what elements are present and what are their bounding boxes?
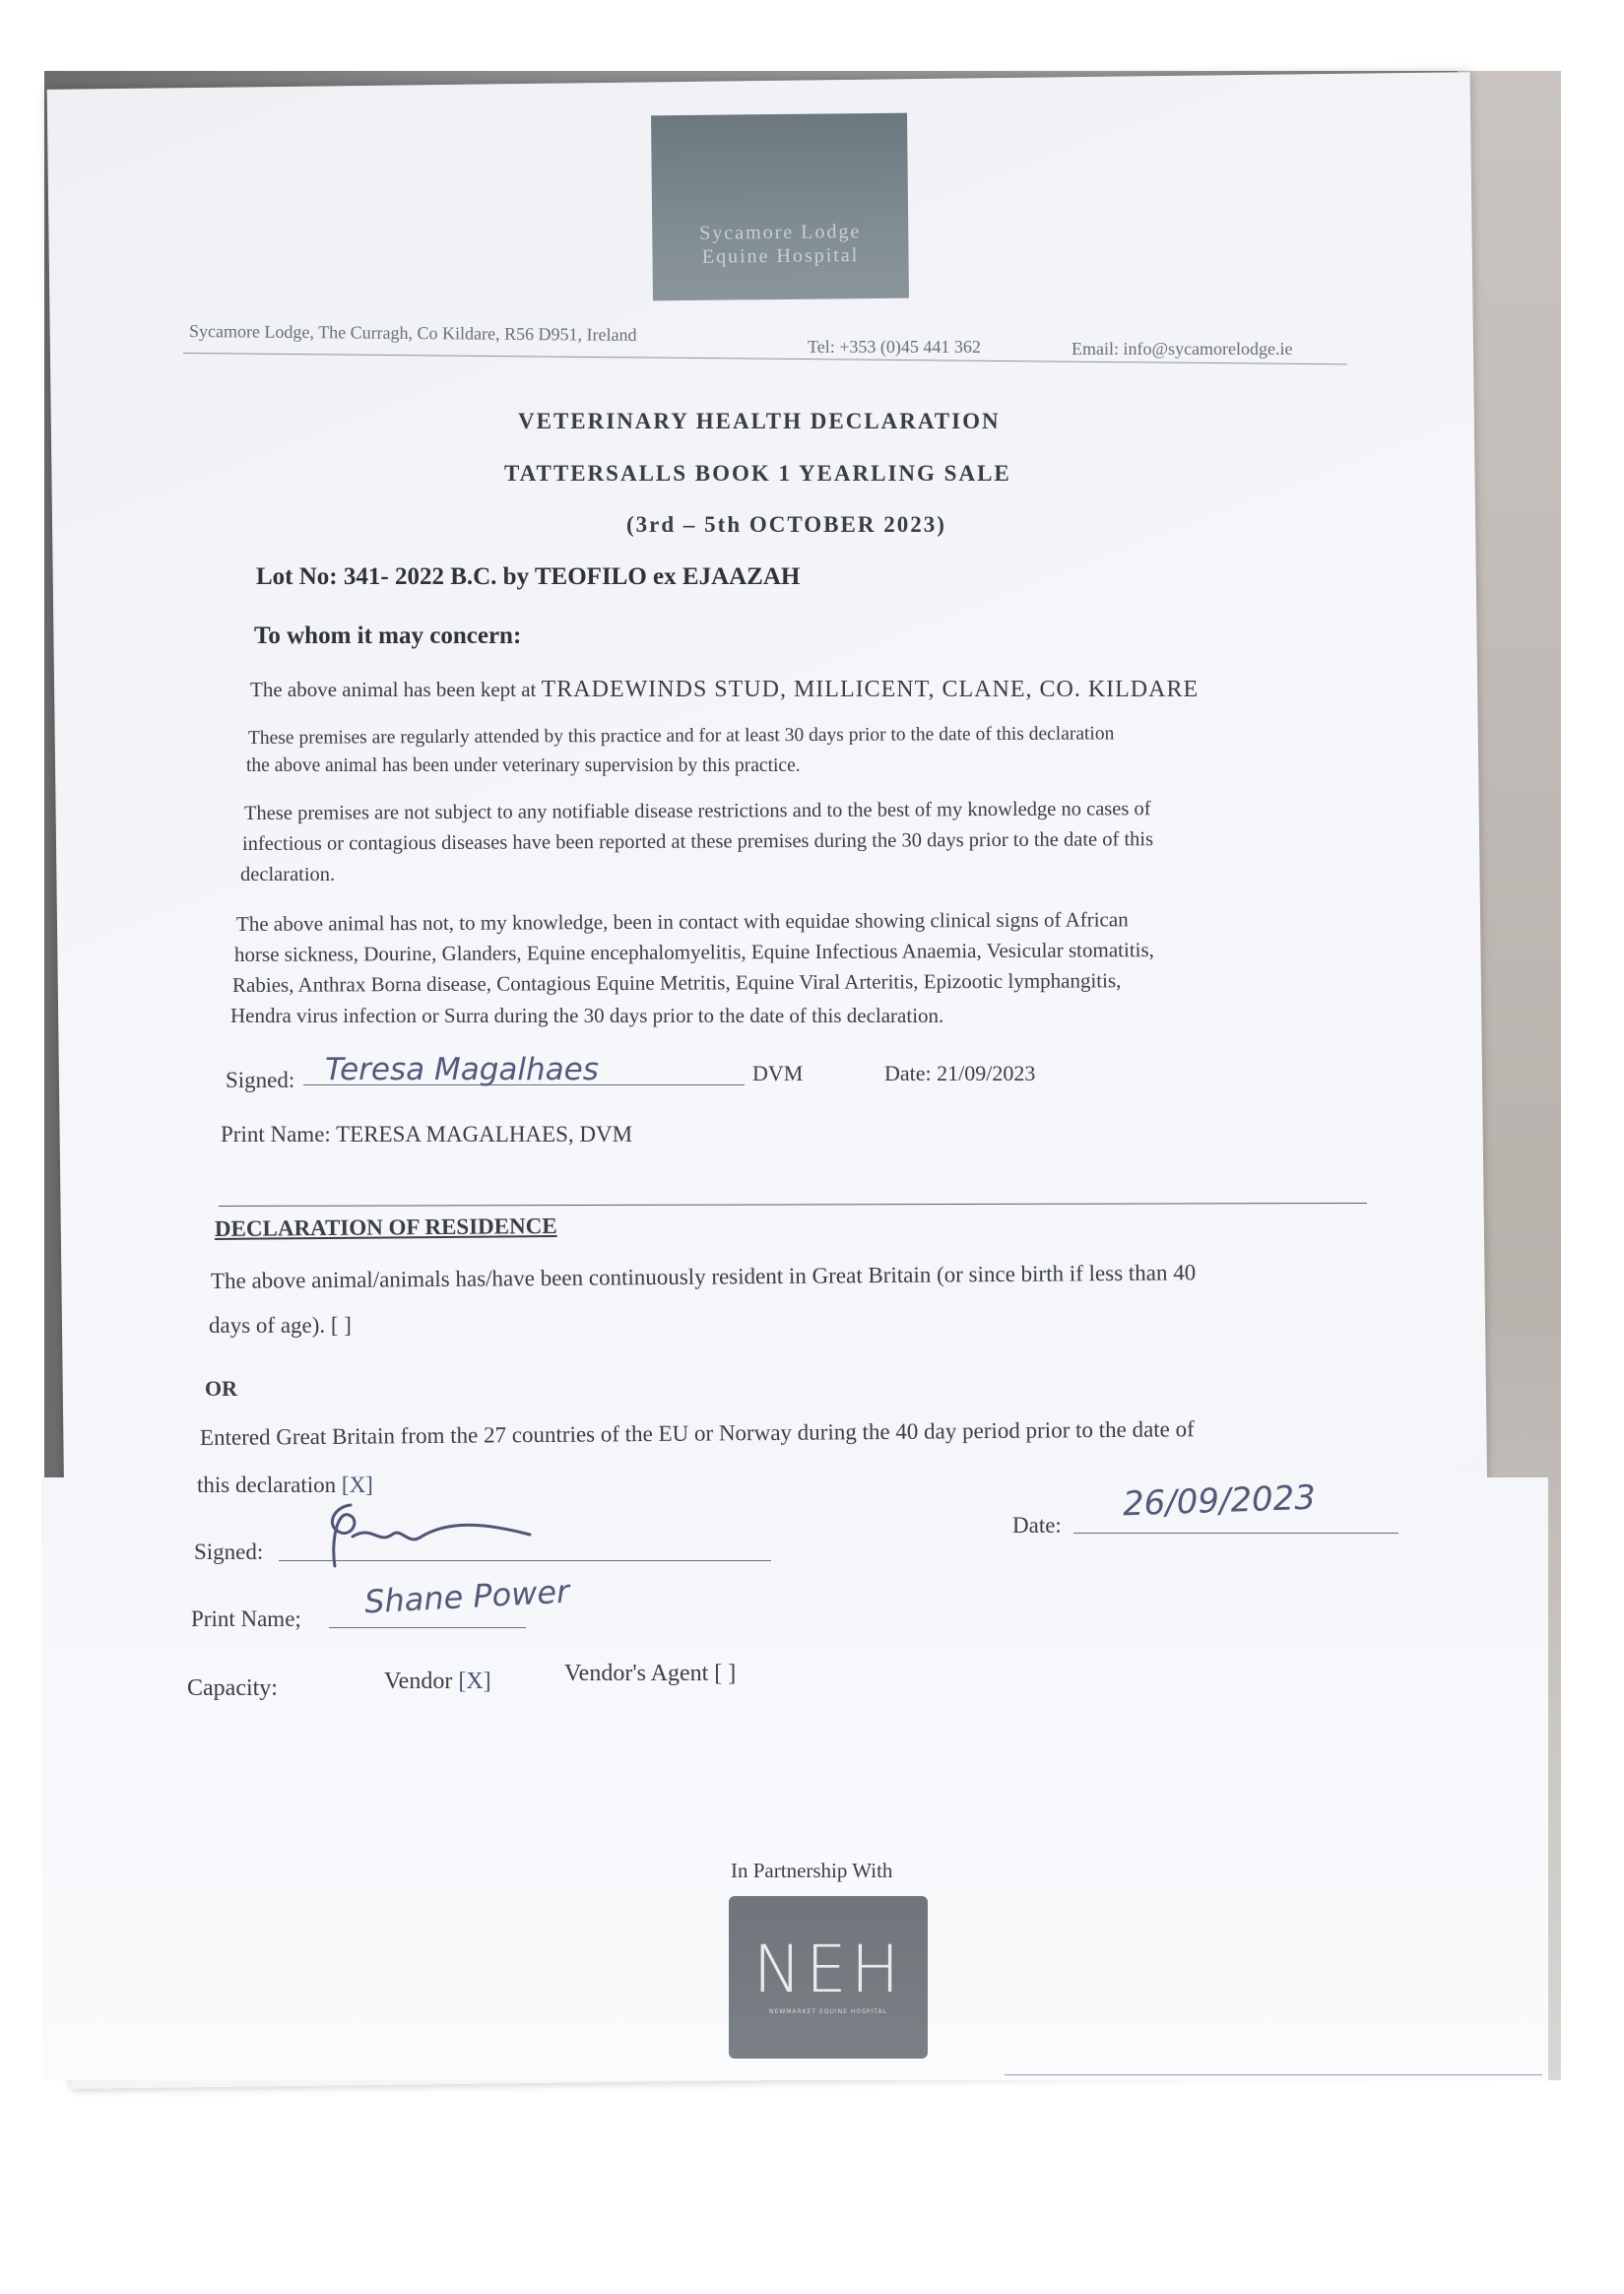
document-title: VETERINARY HEALTH DECLARATION — [518, 409, 1001, 433]
salutation: To whom it may concern: — [254, 623, 522, 649]
residence-or: OR — [205, 1376, 237, 1401]
para1-line1: These premises are regularly attended by this practice and for at least 30 days prior to the date of this declaration — [247, 723, 1115, 749]
lot-number: Lot No: 341- 2022 B.C. by TEOFILO ex EJAAZAH — [256, 563, 801, 590]
para3-line4: Hendra virus infection or Surra during the 30 days prior to the date of this declaration. — [230, 1004, 944, 1027]
para3-line3: Rabies, Anthrax Borna disease, Contagious Equine Metritis, Equine Viral Arteritis, Epizootic lymphangitis, — [231, 968, 1122, 997]
residence-heading: DECLARATION OF RESIDENCE — [214, 1213, 557, 1241]
kept-at-place: TRADEWINDS STUD, MILLICENT, CLANE, CO. KILDARE — [541, 677, 1200, 702]
vendor-checkbox: [X] — [458, 1669, 491, 1694]
partnership-caption: In Partnership With — [731, 1859, 893, 1882]
document-subtitle: TATTERSALLS BOOK 1 YEARLING SALE — [504, 461, 1011, 486]
kept-at-prefix: The above animal has been kept at — [250, 678, 537, 701]
vet-print-name: Print Name: TERESA MAGALHAES, DVM — [221, 1122, 633, 1147]
para3-line2: horse sickness, Dourine, Glanders, Equine encephalomyelitis, Equine Infectious Anaemia, Vesicular stomatitis, — [233, 938, 1154, 966]
residence-print-name-value: Shane Power — [363, 1572, 571, 1621]
para3-line1: The above animal has not, to my knowledge, been in contact with equidae showing clinical signs of African — [235, 907, 1129, 936]
vet-dvm: DVM — [752, 1061, 804, 1085]
residence-signed-label: Signed: — [194, 1540, 264, 1564]
letterhead-phone: Tel: +353 (0)45 441 362 — [808, 337, 981, 357]
residence-print-name-label: Print Name; — [191, 1606, 301, 1631]
vet-date: Date: 21/09/2023 — [884, 1061, 1036, 1085]
sale-dates: (3rd – 5th OCTOBER 2023) — [626, 512, 946, 537]
residence-print-name-line — [329, 1627, 526, 1628]
letterhead-address: Sycamore Lodge, The Curragh, Co Kildare, R56 D951, Ireland — [188, 321, 637, 345]
option2-text: this declaration — [197, 1473, 337, 1497]
kept-at-line — [250, 677, 1199, 703]
neh-logo-subtext: NEWMARKET EQUINE HOSPITAL — [769, 2008, 887, 2015]
vendor-label: Vendor — [384, 1669, 453, 1694]
para1-line2: the above animal has been under veterinary supervision by this practice. — [246, 755, 801, 776]
vet-signed-label: Signed: — [226, 1068, 295, 1092]
residence-date-value: 26/09/2023 — [1122, 1477, 1317, 1525]
residence-option1-line1: The above animal/animals has/have been continuously resident in Great Britain (or since birth if less than 40 — [210, 1260, 1197, 1293]
capacity-label: Capacity: — [187, 1675, 278, 1701]
residence-option2-line2 — [197, 1473, 373, 1498]
para2-line3: declaration. — [240, 864, 336, 885]
para2-line1: These premises are not subject to any notifiable disease restrictions and to the best of my knowledge no cases of — [243, 798, 1151, 824]
option2-checkbox: [X] — [341, 1473, 373, 1497]
capacity-agent: Vendor's Agent [ ] — [564, 1661, 737, 1686]
neh-logo-text: NEH — [752, 1932, 904, 2007]
vet-signature: Teresa Magalhaes — [325, 1052, 599, 1087]
residence-date-line — [1073, 1533, 1398, 1534]
residence-option2-line1: Entered Great Britain from the 27 countries of the EU or Norway during the 40 day period prior to the date of — [199, 1416, 1195, 1450]
residence-date-label: Date: — [1012, 1513, 1062, 1538]
footer-edge-line — [1005, 2074, 1542, 2075]
capacity-vendor — [384, 1669, 491, 1695]
sycamore-lodge-logo — [651, 113, 909, 301]
letterhead-email: Email: info@sycamorelodge.ie — [1072, 339, 1293, 359]
residence-option1-line2: days of age). [ ] — [209, 1313, 352, 1338]
logo-text: Sycamore Lodge Equine Hospital — [699, 221, 862, 268]
residence-signature-scribble — [313, 1497, 550, 1576]
para2-line2: infectious or contagious diseases have been reported at these premises during the 30 days prior to the date of this — [241, 828, 1154, 855]
neh-logo — [729, 1896, 928, 2059]
